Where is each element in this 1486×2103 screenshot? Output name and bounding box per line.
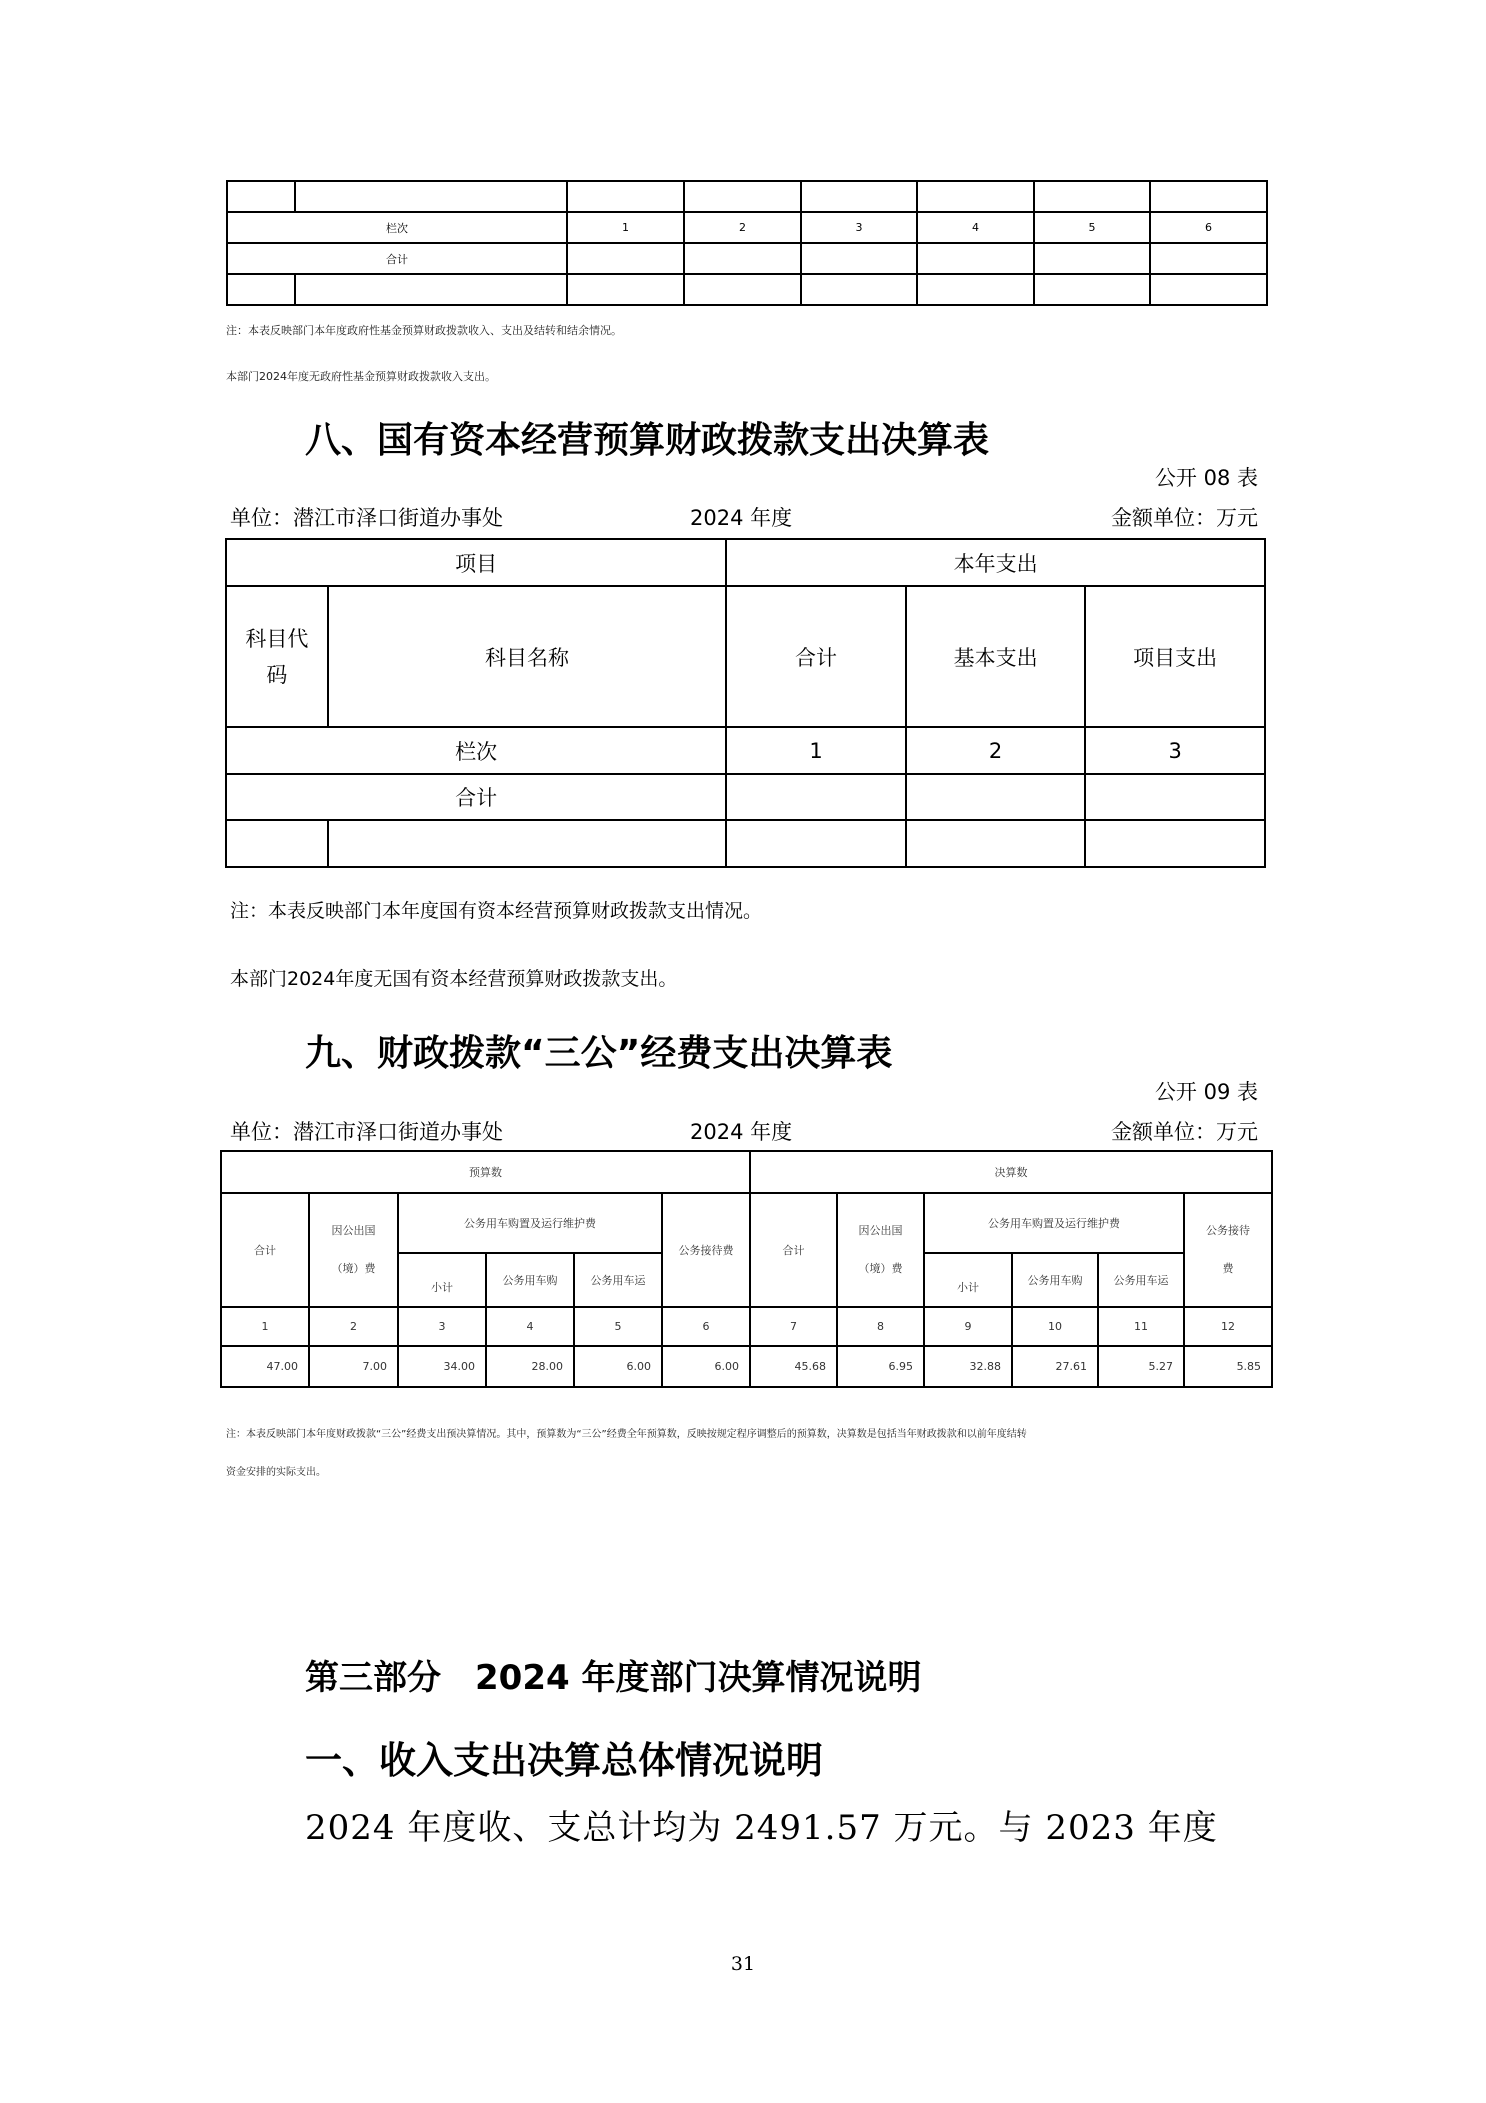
total-label: 合计	[227, 243, 567, 274]
table7-statement: 本部门2024年度无政府性基金预算财政拨款收入支出。	[226, 370, 496, 383]
budget-value: 6.00	[574, 1346, 662, 1387]
table-cell	[801, 181, 917, 212]
table-cell	[1150, 243, 1267, 274]
budget-value: 47.00	[221, 1346, 309, 1387]
col-number: 6	[1150, 212, 1267, 243]
table-cell	[295, 181, 567, 212]
col-vehicle: 公务用车购置及运行维护费	[924, 1193, 1184, 1253]
table-cell	[328, 820, 727, 867]
col-purchase: 公务用车购	[486, 1253, 574, 1307]
col-number: 3	[801, 212, 917, 243]
table-cell	[567, 181, 684, 212]
table-cell	[567, 243, 684, 274]
col-number: 6	[662, 1307, 750, 1346]
col-number: 3	[398, 1307, 486, 1346]
section9-year: 2024 年度	[690, 1120, 793, 1144]
table-row	[227, 181, 1267, 212]
header-expense: 本年支出	[726, 539, 1265, 586]
table-row	[227, 274, 1267, 305]
col-number: 10	[1012, 1307, 1098, 1346]
section8-note: 注：本表反映部门本年度国有资本经营预算财政拨款支出情况。	[230, 900, 763, 922]
final-header: 决算数	[750, 1151, 1272, 1193]
row-col-label: 栏次	[227, 212, 567, 243]
table-cell	[295, 274, 567, 305]
col-number: 1	[726, 727, 906, 774]
table-row	[227, 212, 1267, 243]
col-subtotal: 小计	[924, 1253, 1012, 1307]
table-cell	[227, 274, 295, 305]
table7-note: 注：本表反映部门本年度政府性基金预算财政拨款收入、支出及结转和结余情况。	[226, 324, 622, 337]
col-number: 4	[917, 212, 1034, 243]
soe-capital-table	[225, 538, 1266, 868]
col-number: 9	[924, 1307, 1012, 1346]
col-reception: 公务接待费	[662, 1193, 750, 1307]
budget-value: 34.00	[398, 1346, 486, 1387]
table-row	[226, 774, 1265, 820]
section8-form-no: 公开 08 表	[1154, 466, 1258, 490]
section9-note-line2: 资金安排的实际支出。	[226, 1467, 326, 1478]
budget-header: 预算数	[221, 1151, 750, 1193]
page-number: 31	[730, 1953, 756, 1975]
table-cell	[1085, 820, 1265, 867]
table-cell	[1150, 274, 1267, 305]
col-number: 1	[221, 1307, 309, 1346]
part3-paragraph: 2024 年度收、支总计均为 2491.57 万元。与 2023 年度	[305, 1808, 1218, 1848]
table-cell	[906, 820, 1086, 867]
part3-title: 第三部分 2024 年度部门决算情况说明	[305, 1658, 922, 1698]
final-value: 5.27	[1098, 1346, 1184, 1387]
table-row	[226, 539, 1265, 586]
section9-form-no: 公开 09 表	[1154, 1080, 1258, 1104]
col-code: 科目代码	[226, 586, 328, 727]
final-value: 27.61	[1012, 1346, 1098, 1387]
budget-value: 28.00	[486, 1346, 574, 1387]
table-row	[226, 820, 1265, 867]
table-cell	[1150, 181, 1267, 212]
col-number: 4	[486, 1307, 574, 1346]
col-abroad: 因公出国（境）费	[309, 1193, 398, 1307]
section8-title: 八、国有资本经营预算财政拨款支出决算表	[305, 420, 990, 461]
col-name: 科目名称	[328, 586, 727, 727]
header-item: 项目	[226, 539, 726, 586]
col-reception: 公务接待费	[1184, 1193, 1272, 1307]
section8-statement: 本部门2024年度无国有资本经营预算财政拨款支出。	[230, 968, 678, 990]
col-operation: 公务用车运	[1098, 1253, 1184, 1307]
table-cell	[1034, 181, 1150, 212]
govfund-table	[226, 180, 1268, 306]
section8-amount-unit: 金额单位：万元	[1111, 506, 1258, 530]
col-project: 项目支出	[1085, 586, 1265, 727]
table-cell	[1034, 274, 1150, 305]
col-number: 2	[309, 1307, 398, 1346]
col-number: 5	[1034, 212, 1150, 243]
col-total: 合计	[726, 586, 906, 727]
table-cell	[917, 181, 1034, 212]
table-row	[221, 1151, 1272, 1193]
budget-value: 6.00	[662, 1346, 750, 1387]
table-cell	[726, 774, 906, 820]
table-cell	[801, 274, 917, 305]
table-cell	[684, 181, 801, 212]
final-value: 5.85	[1184, 1346, 1272, 1387]
col-number: 5	[574, 1307, 662, 1346]
section9-unit: 单位：潜江市泽口街道办事处	[230, 1120, 503, 1144]
section9-title: 九、财政拨款“三公”经费支出决算表	[305, 1033, 893, 1074]
table-cell	[726, 820, 906, 867]
budget-value: 7.00	[309, 1346, 398, 1387]
col-total: 合计	[750, 1193, 837, 1307]
table-cell	[227, 181, 295, 212]
table-cell	[906, 774, 1086, 820]
col-total: 合计	[221, 1193, 309, 1307]
table-row	[221, 1346, 1272, 1387]
row-col-label: 栏次	[226, 727, 726, 774]
table-row	[226, 727, 1265, 774]
table-cell	[226, 820, 328, 867]
table-cell	[684, 274, 801, 305]
final-value: 32.88	[924, 1346, 1012, 1387]
col-number: 7	[750, 1307, 837, 1346]
col-number: 11	[1098, 1307, 1184, 1346]
section8-year: 2024 年度	[690, 506, 793, 530]
three-public-expense-table	[220, 1150, 1273, 1388]
col-purchase: 公务用车购	[1012, 1253, 1098, 1307]
table-row	[221, 1193, 1272, 1253]
table-row	[226, 586, 1265, 727]
total-label: 合计	[226, 774, 726, 820]
col-number: 1	[567, 212, 684, 243]
table-cell	[917, 243, 1034, 274]
col-number: 12	[1184, 1307, 1272, 1346]
col-number: 2	[906, 727, 1086, 774]
col-number: 8	[837, 1307, 924, 1346]
table-row	[221, 1307, 1272, 1346]
part3-subtitle: 一、收入支出决算总体情况说明	[305, 1739, 823, 1782]
col-number: 3	[1085, 727, 1265, 774]
table-cell	[567, 274, 684, 305]
final-value: 45.68	[750, 1346, 837, 1387]
col-operation: 公务用车运	[574, 1253, 662, 1307]
section9-note-line1: 注：本表反映部门本年度财政拨款“三公”经费支出预决算情况。其中，预算数为“三公”经费全年预算数，反映按规定程序调整后的预算数，决算数是包括当年财政拨款和以前年度结转	[226, 1429, 1027, 1440]
final-value: 6.95	[837, 1346, 924, 1387]
table-cell	[1085, 774, 1265, 820]
table-row	[227, 243, 1267, 274]
section9-amount-unit: 金额单位：万元	[1111, 1120, 1258, 1144]
section8-unit: 单位：潜江市泽口街道办事处	[230, 506, 503, 530]
table-cell	[917, 274, 1034, 305]
col-subtotal: 小计	[398, 1253, 486, 1307]
col-basic: 基本支出	[906, 586, 1086, 727]
table-cell	[684, 243, 801, 274]
table-cell	[1034, 243, 1150, 274]
col-abroad: 因公出国（境）费	[837, 1193, 924, 1307]
col-number: 2	[684, 212, 801, 243]
col-vehicle: 公务用车购置及运行维护费	[398, 1193, 662, 1253]
table-cell	[801, 243, 917, 274]
